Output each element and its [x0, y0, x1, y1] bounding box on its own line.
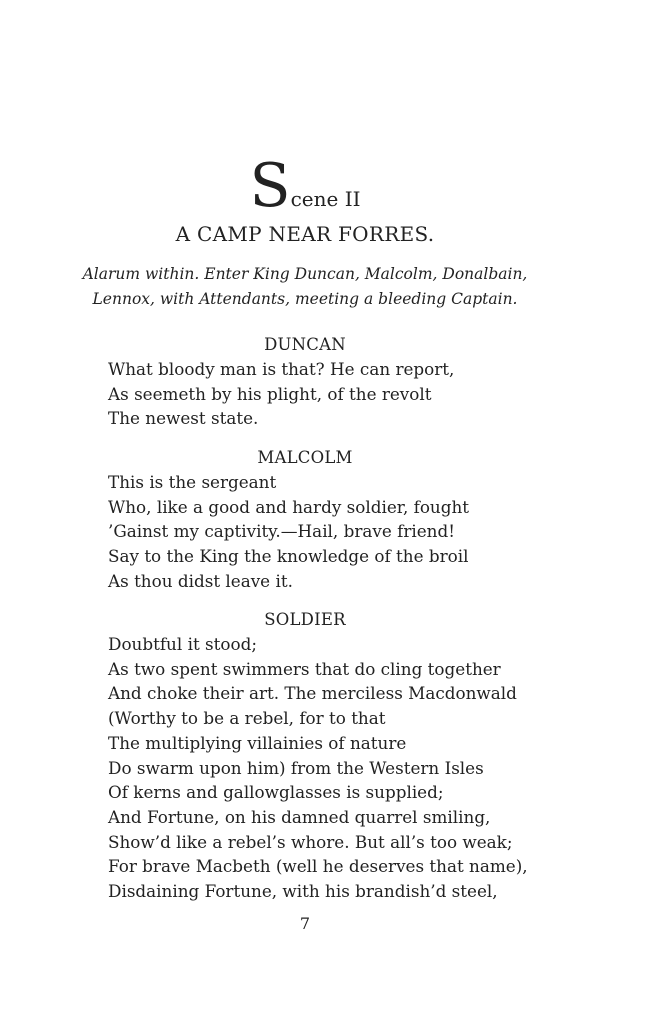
verse-line: And Fortune, on his damned quarrel smiling, — [108, 806, 491, 827]
speech-malcolm — [108, 470, 469, 594]
scene-heading — [0, 151, 610, 221]
verse-line: As thou didst leave it. — [108, 570, 293, 591]
verse-line: Show’d like a rebel’s whore. But all’s too weak; — [108, 831, 513, 852]
verse-line: Who, like a good and hardy soldier, fought — [108, 496, 470, 517]
verse-line: For brave Macbeth (well he deserves that name), — [108, 856, 528, 877]
verse-line: Say to the King the knowledge of the broil — [108, 546, 469, 567]
verse-line: The newest state. — [108, 408, 259, 429]
verse-line: What bloody man is that? He can report, — [108, 359, 455, 379]
verse-line: ’Gainst my captivity.—Hail, brave friend! — [108, 521, 455, 542]
page-number: 7 — [299, 914, 311, 933]
scene-location: A CAMP NEAR FORRES. — [175, 222, 435, 246]
verse-line: Disdaining Fortune, with his brandish’d steel, — [108, 881, 498, 902]
speaker-duncan: DUNCAN — [264, 335, 346, 354]
verse-line: The multiplying villainies of nature — [108, 732, 407, 753]
verse-line: Do swarm upon him) from the Western Isles — [108, 757, 484, 778]
scene-title: cene II — [290, 187, 361, 211]
scene-drop-initial: S — [249, 151, 291, 221]
verse-line: This is the sergeant — [108, 472, 277, 492]
speaker-soldier: SOLDIER — [264, 610, 346, 629]
speech-duncan — [108, 357, 454, 431]
verse-line: And choke their art. The merciless Macdonwald — [108, 683, 517, 704]
verse-line: Of kerns and gallowglasses is supplied; — [108, 782, 444, 803]
stage-direction-line: Alarum within. Enter King Duncan, Malcolm, Donalbain, — [82, 265, 528, 283]
verse-line: As two spent swimmers that do cling together — [108, 658, 501, 679]
verse-line: As seemeth by his plight, of the revolt — [108, 383, 432, 404]
stage-direction — [0, 262, 610, 311]
speech-soldier — [108, 632, 528, 904]
stage-direction-line: Lennox, with Attendants, meeting a bleeding Captain. — [92, 289, 518, 308]
verse-line: Doubtful it stood; — [108, 634, 257, 654]
speaker-malcolm: MALCOLM — [257, 448, 353, 467]
verse-line: (Worthy to be a rebel, for to that — [108, 708, 386, 729]
